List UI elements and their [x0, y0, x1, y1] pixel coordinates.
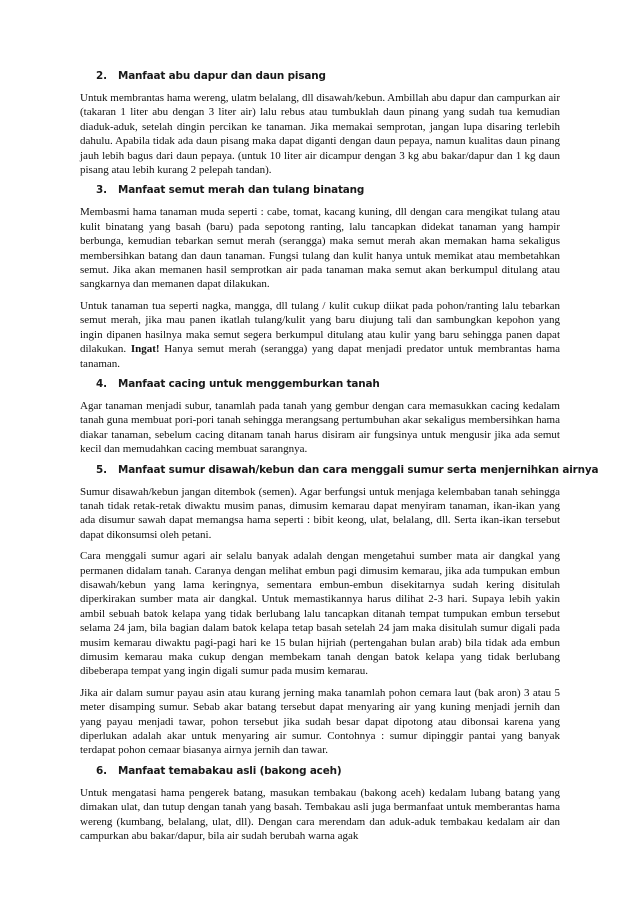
section-heading-6	[96, 765, 560, 778]
emphasis-text: Ingat!	[130, 343, 160, 356]
paragraph: Membasmi hama tanaman muda seperti : cabe, tomat, kacang kuning, dll dengan cara mengikat tulang atau kulit binatang yang basah (baru) pada sepotong ranting, lalu tancapkan didekat tanaman yang hampir berbunga, kemudian tebarkan semut merah (serangga) maka semut merah akan memakan hama sekaligus membersihkan batang dan daun tanaman. Fungsi tulang dan kulit hanya untuk memikat atau membetahkan semut. Jika akan memanen hasil semprotkan air pada tanaman maka semut akan berkumpul ditulang atau sangkarnya dan memanen dapat dilakukan.	[80, 206, 560, 291]
section-title: Manfaat abu dapur dan daun pisang	[118, 70, 326, 82]
section-title: Manfaat semut merah dan tulang binatang	[118, 184, 365, 197]
paragraph: Cara menggali sumur agari air selalu banyak adalah dengan mengetahui sumber mata air dangkal yang permanen didalam tanah. Caranya dengan melihat embun pagi dimusim kemarau, jika ada tumpukan embun disawah/kebun yang lama keringnya, sementara embun-embun disekitarnya sudah kering disitulah diperkirakan sumber mata air dangkal. Untuk memastikannya harus dilihat 2-3 hari. Supaya lebih yakin ambil sebuah batok kelapa yang tidak berlubang lalu tancapkan ditanah tempat tumpukan embun tersebut selama 24 jam, bila bagian dalam batok kelapa tetap basah setelah 24 jam maka disitulah sumur digali pada musim kemarau diwaktu pagi-pagi hari ke 15 bulan hijriah (pertengahan bulan arab) bila tidak ada embun dimusim kemarau maka cukup dengan membekam tanah dengan batok kelapa yang tidak berlubang dibeberapa tempat yang ingin digali sumur pada musim kemarau.	[80, 550, 560, 678]
section-title: Manfaat cacing untuk menggemburkan tanah	[118, 377, 380, 390]
section-number: 2.	[96, 70, 107, 82]
paragraph: Jika air dalam sumur payau asin atau kurang jerning maka tanamlah pohon cemara laut (bak aron) 3 atau 5 meter disamping sumur. Sebab akar batang tersebut dapat menyaring air yang kuning menjadi jernih dan yang payau menjadi tawar, pohon tersebut jika sudah besar dapat dipotong atau dibonsai karena yang diperlukan adalah akar untuk menyaring air sumur. Contohnya : sumur dipinggir pantai yang banyak terdapat pohon cemaar biasanya airnya jernih dan tawar.	[80, 686, 560, 757]
section-number: 3.	[96, 184, 107, 197]
section-title: Manfaat temabakau asli (bakong aceh)	[118, 764, 342, 777]
section-number: 5.	[96, 463, 107, 476]
document-body	[80, 70, 599, 850]
text-run: Untuk tanaman tua seperti nagka, mangga, dll tulang / kulit cukup diikat pada pohon/ranting lalu tebarkan semut merah, jika mau panen ikatlah tulang/kulit yang baru diujung tali dan sambungkan kepohon yang ingin dipanen hasilnya maka semut segera berkumpul ditulang atau kulir yang baru sehingga panen dapat dilakukan.	[80, 299, 560, 356]
section-heading-3	[96, 184, 560, 197]
paragraph: Untuk mengatasi hama pengerek batang, masukan tembakau (bakong aceh) kedalam lubang batang yang dimakan ulat, dan tutup dengan tanah yang basah. Tembakau asli juga bermanfaat untuk memberantas hama wereng (kumbang, belalang, ulat, dll). Dengan cara merendam dan aduk-aduk tembakau kedalam air dan campurkan abu bakar/dapur, bila air sudah berubah warna agak	[80, 786, 560, 843]
section-number: 6.	[96, 764, 107, 777]
text-run: Hanya semut merah (serangga) yang dapat menjadi predator untuk membrantas hama tanaman.	[80, 343, 561, 370]
section-heading-2	[96, 70, 560, 83]
paragraph: Untuk membrantas hama wereng, ulatm belalang, dll disawah/kebun. Ambillah abu dapur dan campurkan air (takaran 1 liter abu dengan 3 liter air) lalu rebus atau tumbuklah daun pinang yang sudah tua kemudian diaduk-aduk, setelah dingin percikan ke tanaman. Jika memakai semprotan, jangan lupa disaring terlebih dahulu. Apabila tidak ada daun pisang maka dapat diganti dengan daun pepaya, namun kualitas daun pinang jauh lebih bagus dari daun pepaya. (untuk 10 liter air dicampur dengan 3 kg abu bakar/dapur dan 1 kg daun pisang atau lebih kurang 2 pelepah tandan).	[80, 92, 560, 177]
paragraph-with-emphasis	[80, 299, 560, 371]
paragraph: Sumur disawah/kebun jangan ditembok (semen). Agar berfungsi untuk menjaga kelembaban tanah sehingga tanah tidak retak-retak diwaktu musim panas, dimusim kemarau dapat menyiram tanaman, ikan-ikan yang ada disumur sawah dapat memangsa hama seperti : bibit keong, ulat, belalang, dll. Serta ikan-ikan tersebut dapat dikonsumsi oleh petani.	[80, 485, 560, 541]
paragraph: Agar tanaman menjadi subur, tanamlah pada tanah yang gembur dengan cara memasukkan cacing kedalam tanah guna membuat pori-pori tanah sehingga merangsang pertumbuhan akar sekaligus membersihkan hama diakar tanaman, sebelum cacing ditanam tanah harus disiram air fungsinya untuk mengusir jika ada semut kecil dan memudahkan cacing membuat sarangnya.	[80, 399, 560, 456]
section-title: Manfaat sumur disawah/kebun dan cara menggali sumur serta menjernihkan airnya	[118, 463, 599, 476]
section-heading-5	[96, 463, 599, 477]
section-heading-4	[96, 378, 560, 391]
section-number: 4.	[96, 377, 107, 390]
